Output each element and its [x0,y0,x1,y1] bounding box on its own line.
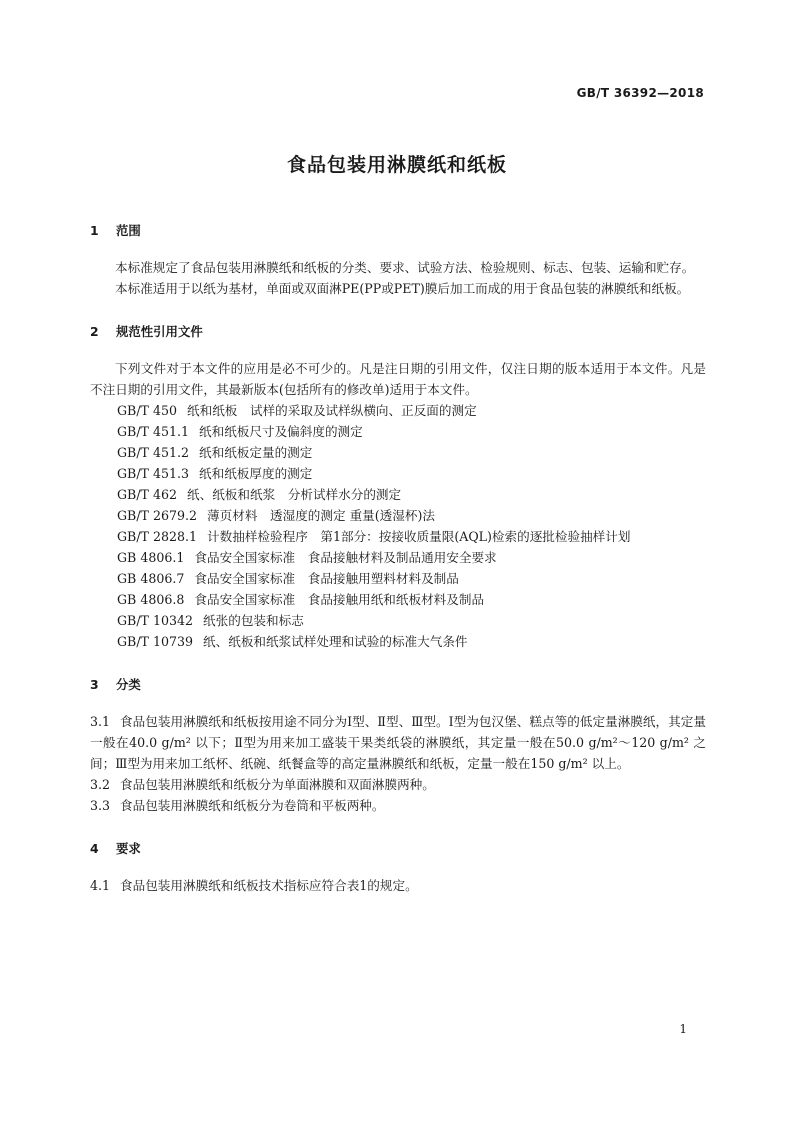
reference-item [90,568,706,589]
reference-code: GB/T 451.2 [117,445,190,460]
standard-code: GB/T 36392—2018 [576,86,704,100]
reference-code: GB/T 451.1 [117,424,190,439]
section-title: 分类 [116,677,141,692]
clause [90,711,706,774]
section-number: 3 [90,677,99,692]
reference-title: 薄页材料 透湿度的测定 重量(透湿杯)法 [207,508,435,523]
reference-item [90,421,706,442]
reference-code: GB/T 10739 [117,634,194,649]
reference-title: 食品安全国家标准 食品接触材料及制品通用安全要求 [194,550,497,565]
reference-item [90,526,706,547]
clause-number: 4.1 [90,878,111,893]
reference-title: 计数抽样检验程序 第1部分：按接收质量限(AQL)检索的逐批检验抽样计划 [207,529,631,544]
section-number: 2 [90,324,99,339]
clause-number: 3.1 [90,714,111,729]
page-number: 1 [679,1022,687,1036]
section-title: 范围 [116,223,141,238]
clause [90,795,706,816]
reference-item [90,463,706,484]
section-heading-classification [90,674,706,695]
section-heading-scope [90,220,706,241]
clause-text: 食品包装用淋膜纸和纸板分为单面淋膜和双面淋膜两种。 [120,777,435,792]
section-title: 规范性引用文件 [116,324,203,339]
reference-item [90,631,706,652]
reference-code: GB/T 451.3 [117,466,190,481]
reference-title: 纸和纸板定量的测定 [199,445,313,460]
reference-item [90,484,706,505]
reference-item [90,589,706,610]
reference-code: GB/T 2828.1 [117,529,198,544]
reference-title: 纸和纸板 试样的采取及试样纵横向、正反面的测定 [187,403,477,418]
reference-item [90,610,706,631]
clause-number: 3.3 [90,798,111,813]
reference-item [90,442,706,463]
reference-item [90,547,706,568]
document-title: 食品包装用淋膜纸和纸板 [286,154,507,176]
section-number: 1 [90,223,99,238]
reference-code: GB 4806.1 [117,550,185,565]
section-number: 4 [90,841,99,856]
clause-text: 食品包装用淋膜纸和纸板分为卷筒和平板两种。 [120,798,385,813]
reference-title: 纸和纸板尺寸及偏斜度的测定 [199,424,363,439]
reference-title: 纸和纸板厚度的测定 [199,466,313,481]
reference-code: GB/T 10342 [117,613,194,628]
reference-code: GB 4806.7 [117,571,185,586]
document-body [90,220,706,896]
section-title: 要求 [116,841,141,856]
reference-code: GB 4806.8 [117,592,185,607]
reference-title: 纸、纸板和纸浆试样处理和试验的标准大气条件 [203,634,468,649]
reference-title: 食品安全国家标准 食品接触用纸和纸板材料及制品 [194,592,485,607]
clause [90,875,706,896]
reference-title: 纸张的包装和标志 [203,613,304,628]
reference-item [90,505,706,526]
clause-text: 食品包装用淋膜纸和纸板按用途不同分为Ⅰ型、Ⅱ型、Ⅲ型。Ⅰ型为包汉堡、糕点等的低定量淋膜纸，其定量一般在40.0 g/m² 以下；Ⅱ型为用来加工盛装干果类纸袋的淋膜纸，其定量一般在50.0 g/m²～120 g/m² 之间；Ⅲ型为用来加工纸杯、纸碗、纸餐盒等的高定量淋膜纸和纸板，定量一般在150 g/m² 以上。 [90,714,706,771]
paragraph: 下列文件对于本文件的应用是必不可少的。凡是注日期的引用文件，仅注日期的版本适用于本文件。凡是不注日期的引用文件，其最新版本(包括所有的修改单)适用于本文件。 [90,361,706,397]
clause-text: 食品包装用淋膜纸和纸板技术指标应符合表1的规定。 [120,878,418,893]
clause [90,774,706,795]
paragraph: 本标准适用于以纸为基材，单面或双面淋PE(PP或PET)膜后加工而成的用于食品包装的淋膜纸和纸板。 [115,281,690,296]
reference-item [90,400,706,421]
section-heading-normative-references [90,321,706,342]
clause-number: 3.2 [90,777,111,792]
reference-code: GB/T 450 [117,403,177,418]
paragraph: 本标准规定了食品包装用淋膜纸和纸板的分类、要求、试验方法、检验规则、标志、包装、运输和贮存。 [115,260,695,275]
reference-title: 食品安全国家标准 食品接触用塑料材料及制品 [194,571,459,586]
reference-code: GB/T 462 [117,487,177,502]
section-heading-requirements [90,838,706,859]
reference-title: 纸、纸板和纸浆 分析试样水分的测定 [187,487,402,502]
reference-code: GB/T 2679.2 [117,508,198,523]
